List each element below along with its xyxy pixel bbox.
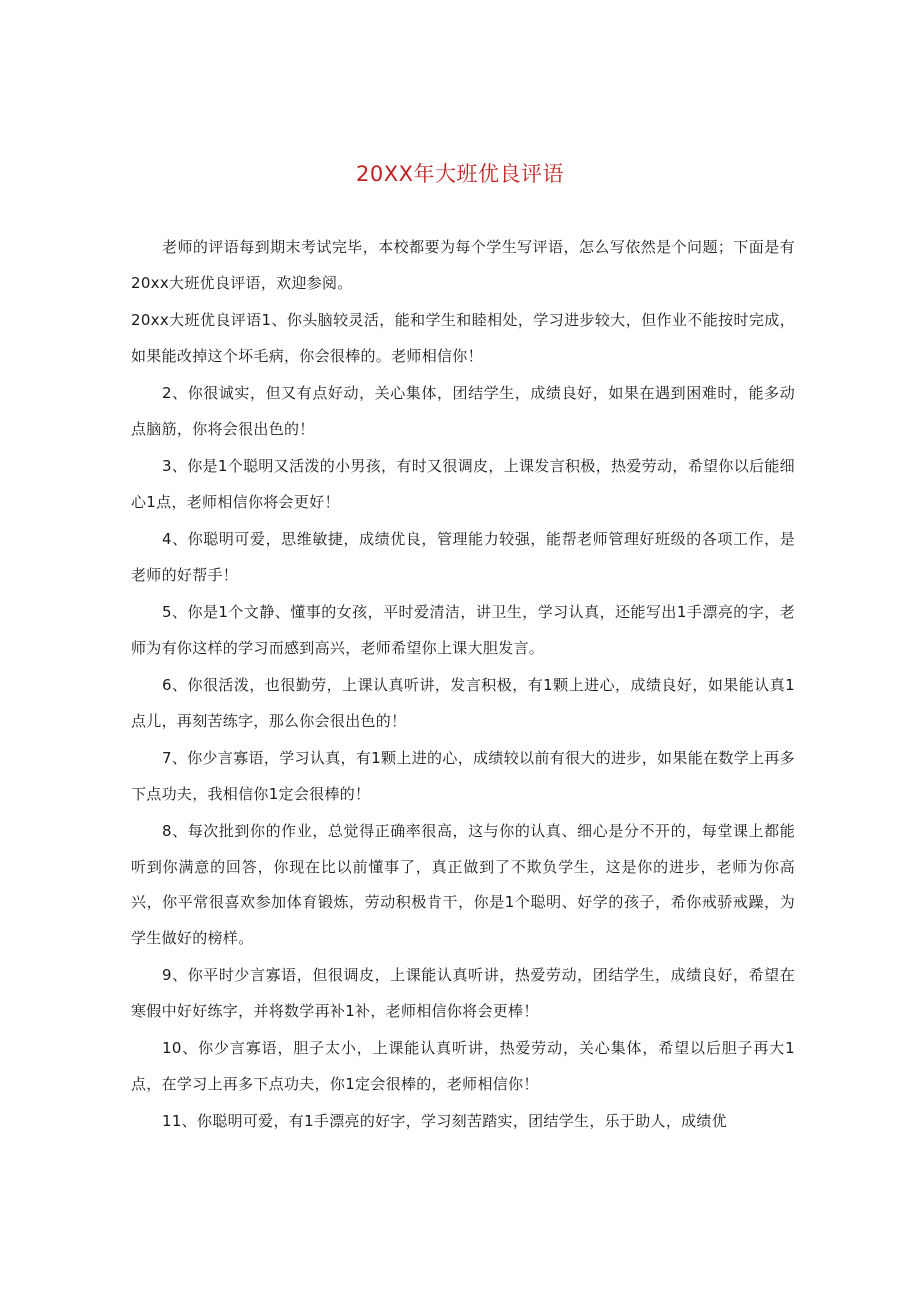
paragraph-comment-11: 11、你聪明可爱，有1手漂亮的好字，学习刻苦踏实，团结学生，乐于助人，成绩优: [162, 1112, 728, 1130]
paragraph-intro: 老师的评语每到期末考试完毕，本校都要为每个学生写评语，怎么写依然是个问题；下面是有20xx大班优良评语，欢迎参阅。: [131, 238, 795, 292]
paragraph-comment-4: 4、你聪明可爱，思维敏捷，成绩优良，管理能力较强，能帮老师管理好班级的各项工作，是老师的好帮手！: [131, 530, 795, 584]
paragraph-comment-1: 20xx大班优良评语1、你头脑较灵活，能和学生和睦相处，学习进步较大，但作业不能按时完成，如果能改掉这个坏毛病，你会很棒的。老师相信你！: [131, 311, 795, 365]
document-title: 20XX年大班优良评语: [356, 162, 564, 186]
paragraph-comment-3: 3、你是1个聪明又活泼的小男孩，有时又很调皮，上课发言积极，热爱劳动，希望你以后能细心1点，老师相信你将会更好！: [131, 457, 795, 511]
paragraph-comment-8: 8、每次批到你的作业，总觉得正确率很高，这与你的认真、细心是分不开的，每堂课上都能听到你满意的回答，你现在比以前懂事了，真正做到了不欺负学生，这是你的进步，老师为你高兴，你平常很喜欢参加体育锻炼，劳动积极肯干，你是1个聪明、好学的孩子，希你戒骄戒躁，为学生做好的榜样。: [131, 822, 795, 947]
paragraph-comment-7: 7、你少言寡语，学习认真，有1颗上进的心，成绩较以前有很大的进步，如果能在数学上再多下点功夫，我相信你1定会很棒的！: [131, 749, 795, 803]
paragraph-comment-5: 5、你是1个文静、懂事的女孩，平时爱清洁，讲卫生，学习认真，还能写出1手漂亮的字，老师为有你这样的学习而感到高兴，老师希望你上课大胆发言。: [131, 603, 795, 657]
paragraph-comment-2: 2、你很诚实，但又有点好动，关心集体，团结学生，成绩良好，如果在遇到困难时，能多动点脑筋，你将会很出色的！: [131, 384, 795, 438]
document-body: [131, 230, 795, 1140]
paragraph-comment-10: 10、你少言寡语，胆子太小，上课能认真听讲，热爱劳动，关心集体，希望以后胆子再大1点，在学习上再多下点功夫，你1定会很棒的，老师相信你！: [131, 1039, 795, 1093]
paragraph-comment-9: 9、你平时少言寡语，但很调皮，上课能认真听讲，热爱劳动，团结学生，成绩良好，希望在寒假中好好练字，并将数学再补1补，老师相信你将会更棒！: [131, 966, 795, 1020]
paragraph-comment-6: 6、你很活泼，也很勤劳，上课认真听讲，发言积极，有1颗上进心，成绩良好，如果能认真1点儿，再刻苦练字，那么你会很出色的！: [131, 676, 795, 730]
